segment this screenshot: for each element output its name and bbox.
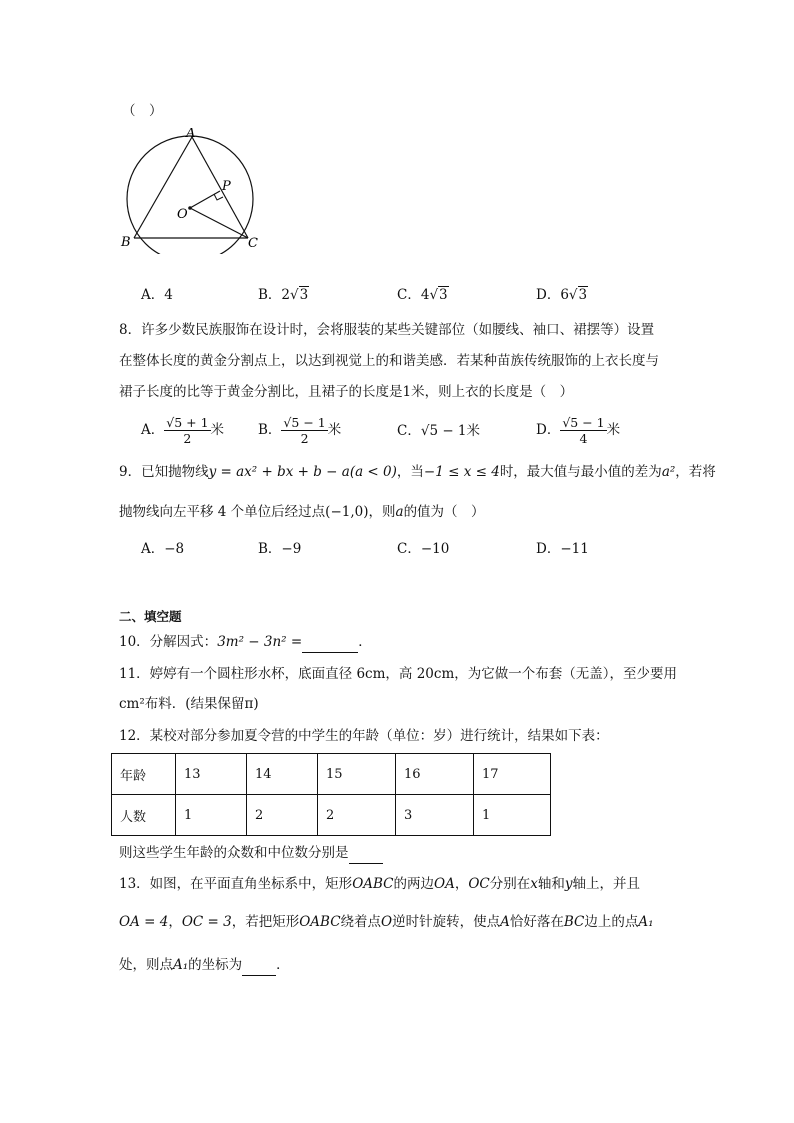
q10-answer-blank[interactable] bbox=[302, 632, 358, 653]
table-cell: 年龄 bbox=[112, 754, 176, 795]
q9-line-1: 9．已知抛物线y = ax² + bx + b − a(a < 0)，当−1 ≤ x ≤ 4时，最大值与最小值的差为a²，若将 bbox=[119, 464, 716, 480]
q7-answer-parens: （ ） bbox=[122, 103, 163, 119]
q8-option-a[interactable]: A． $\frac{√5 + 1}{2}$ 米 bbox=[141, 415, 225, 446]
label-b: B bbox=[121, 235, 131, 250]
q11-line-1: 11．婷婷有一个圆柱形水杯，底面直径 6cm，高 20cm，为它做一个布套（无盖），至少要用 bbox=[119, 666, 678, 682]
section-heading: 二、填空题 bbox=[119, 609, 182, 624]
table-cell: 2 bbox=[247, 795, 318, 836]
right-angle-mark bbox=[214, 194, 223, 200]
q8-line-3: 裙子长度的比等于黄金分割比，且裙子的长度是1米，则上衣的长度是（ ） bbox=[119, 384, 574, 400]
q10-line: 10．分解因式：3m² − 3n² = ． bbox=[119, 632, 372, 653]
q9-option-c[interactable]: C．−10 bbox=[397, 541, 450, 557]
side-ab bbox=[134, 137, 192, 238]
table-cell: 人数 bbox=[112, 795, 176, 836]
q7-option-d[interactable]: D．6√3 bbox=[536, 287, 588, 303]
table-cell: 1 bbox=[176, 795, 247, 836]
q7-figure-circle-triangle bbox=[115, 128, 265, 254]
q13-line-1: 13．如图，在平面直角坐标系中，矩形OABC的两边OA，OC分别在x轴和y轴上，并且 bbox=[119, 876, 641, 892]
table-cell: 17 bbox=[474, 754, 551, 795]
segment-op bbox=[190, 191, 220, 208]
q8-line-1: 8．许多少数民族服饰在设计时，会将服装的某些关键部位（如腰线、袖口、裙摆等）设置 bbox=[119, 322, 655, 338]
q13-line-3: 处，则点A₁的坐标为 ． bbox=[119, 955, 290, 976]
q8-option-c[interactable]: C．√5 − 1米 bbox=[397, 423, 481, 439]
label-c: C bbox=[248, 236, 258, 251]
q8-line-2: 在整体长度的黄金分割点上，以达到视觉上的和谐美感．若某种苗族传统服饰的上衣长度与 bbox=[119, 353, 659, 369]
table-cell: 3 bbox=[396, 795, 474, 836]
q7-option-b[interactable]: B．2√3 bbox=[258, 287, 309, 303]
q9-option-d[interactable]: D．−11 bbox=[536, 541, 589, 557]
q9-line-2: 抛物线向左平移 4 个单位后经过点(−1,0)，则a的值为（ ） bbox=[119, 504, 485, 520]
label-p: P bbox=[222, 179, 231, 194]
q9-option-a[interactable]: A．−8 bbox=[141, 541, 185, 557]
q9-option-b[interactable]: B．−9 bbox=[258, 541, 302, 557]
q8-option-d[interactable]: D． $\frac{√5 - 1}{4}$ 米 bbox=[536, 415, 621, 446]
label-a: A bbox=[186, 128, 196, 141]
table-cell: 15 bbox=[318, 754, 396, 795]
q12-answer-blank[interactable] bbox=[349, 843, 383, 864]
table-cell: 1 bbox=[474, 795, 551, 836]
table-cell: 14 bbox=[247, 754, 318, 795]
table-row bbox=[112, 795, 551, 836]
q12-line-1: 12．某校对部分参加夏令营的中学生的年龄（单位：岁）进行统计，结果如下表： bbox=[119, 728, 609, 744]
table-cell: 13 bbox=[176, 754, 247, 795]
q8-option-b[interactable]: B． $\frac{√5 - 1}{2}$ 米 bbox=[258, 415, 342, 446]
label-o: O bbox=[177, 207, 188, 222]
q7-option-c[interactable]: C．4√3 bbox=[397, 287, 448, 303]
q13-line-2: OA = 4，OC = 3，若把矩形OABC绕着点O逆时针旋转，使点A恰好落在BC边上的点A₁ bbox=[119, 914, 654, 930]
circle-o bbox=[127, 136, 253, 254]
table-cell: 16 bbox=[396, 754, 474, 795]
q12-question: 则这些学生年龄的众数和中位数分别是 bbox=[119, 843, 383, 864]
table-cell: 2 bbox=[318, 795, 396, 836]
q12-age-table bbox=[111, 753, 551, 836]
q7-option-a[interactable]: A．4 bbox=[141, 287, 173, 303]
table-row bbox=[112, 754, 551, 795]
center-dot bbox=[188, 206, 192, 210]
q11-line-2: cm²布料．(结果保留π) bbox=[119, 696, 259, 712]
q13-answer-blank[interactable] bbox=[242, 955, 276, 976]
